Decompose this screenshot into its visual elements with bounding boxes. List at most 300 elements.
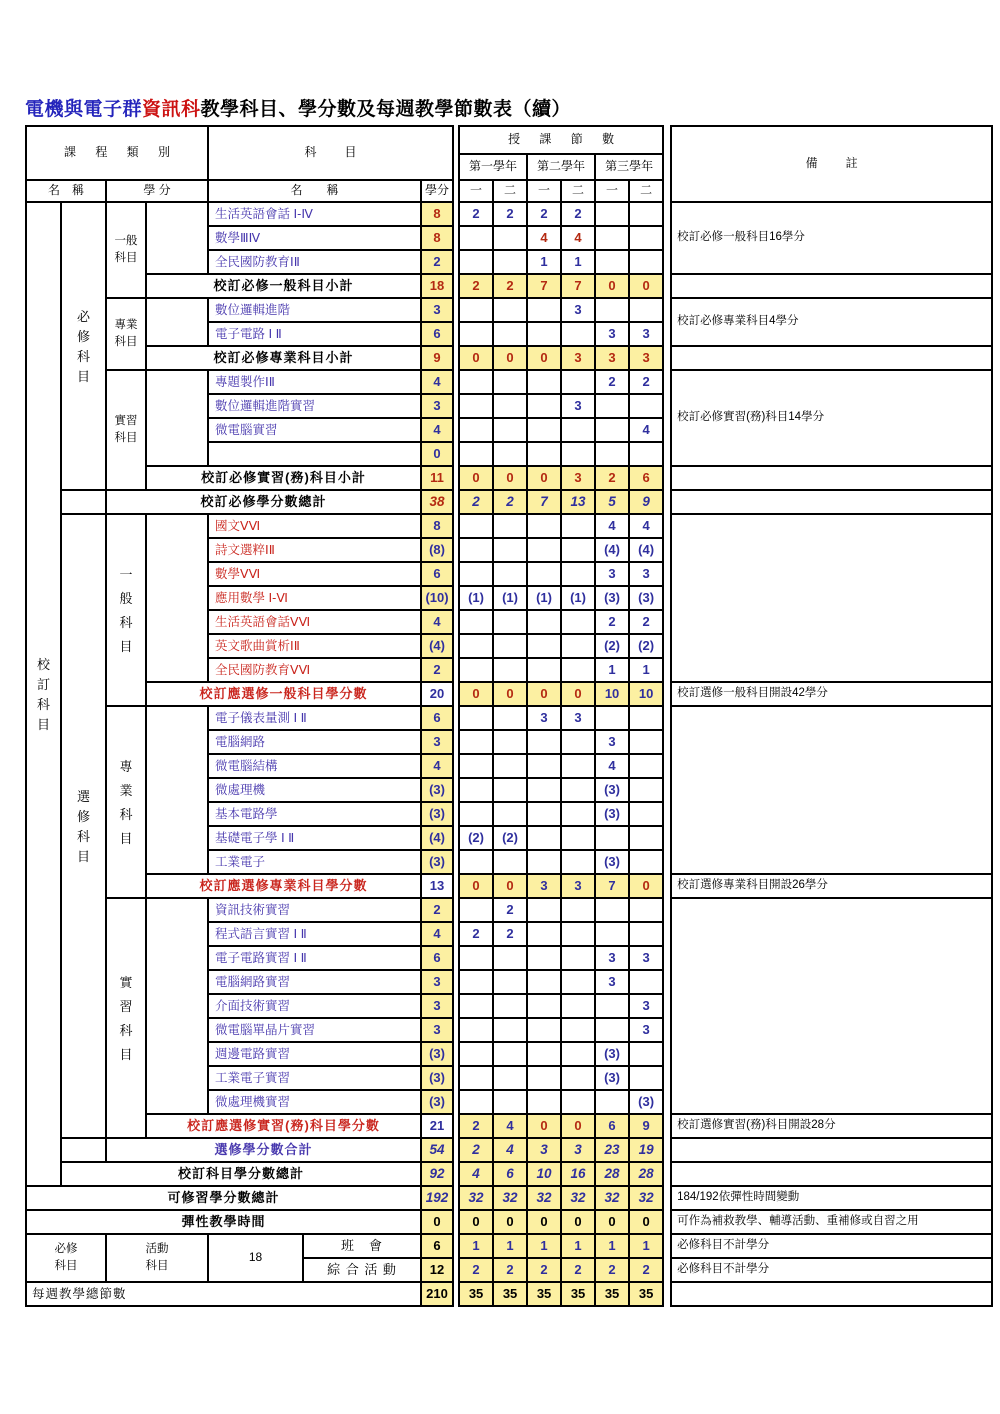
period-cell: 9 <box>629 490 663 514</box>
subject-name-cell: 電腦網路實習 <box>208 970 421 994</box>
period-cell <box>527 1042 561 1066</box>
period-cell <box>493 394 527 418</box>
gap-col <box>663 1042 671 1066</box>
empty-cell <box>146 706 208 874</box>
period-cell: 0 <box>493 466 527 490</box>
table-row <box>26 370 992 394</box>
title-dept-name: 資訊科 <box>142 99 201 120</box>
remark-cell: 校訂必修專業科目4學分 <box>671 298 992 346</box>
credit-cell: 3 <box>421 730 453 754</box>
period-cell: 3 <box>527 874 561 898</box>
subject-name-cell: 校訂科目學分數總計 <box>61 1162 421 1186</box>
period-cell <box>561 538 595 562</box>
bottom-required-subjects: 必修 科目 <box>26 1234 106 1282</box>
period-cell: 1 <box>561 250 595 274</box>
remark-cell: 校訂選修實習(務)科目開設28分 <box>671 1114 992 1138</box>
period-cell <box>459 970 493 994</box>
period-cell: 7 <box>527 490 561 514</box>
period-cell: 1 <box>527 1234 561 1258</box>
header-sem-6: 二 <box>629 180 663 202</box>
remark-cell: 校訂必修實習(務)科目14學分 <box>671 370 992 466</box>
subject-name-cell: 校訂必修專業科目小計 <box>146 346 421 370</box>
credit-cell: 6 <box>421 946 453 970</box>
period-cell: 2 <box>459 922 493 946</box>
period-cell <box>459 610 493 634</box>
period-cell <box>459 730 493 754</box>
credit-cell: 4 <box>421 922 453 946</box>
period-cell: 32 <box>527 1186 561 1210</box>
period-cell: 1 <box>493 1234 527 1258</box>
remark-cell: 必修科目不計學分 <box>671 1258 992 1282</box>
subject-name-cell: 數學ⅢⅣ <box>208 226 421 250</box>
period-cell <box>493 634 527 658</box>
period-cell: 3 <box>595 346 629 370</box>
credit-cell: 4 <box>421 754 453 778</box>
period-cell <box>561 826 595 850</box>
gap-col <box>663 826 671 850</box>
period-cell: 1 <box>459 1234 493 1258</box>
period-cell <box>459 298 493 322</box>
credit-cell: 3 <box>421 1018 453 1042</box>
gap-col <box>663 634 671 658</box>
gap-col <box>663 126 671 202</box>
period-cell <box>561 1042 595 1066</box>
subject-name-cell: 應用數學 Ⅰ-Ⅵ <box>208 586 421 610</box>
period-cell: 3 <box>595 970 629 994</box>
period-cell: (4) <box>595 538 629 562</box>
period-cell: 3 <box>527 1138 561 1162</box>
empty-cell <box>146 898 208 1114</box>
gap-col <box>663 346 671 370</box>
period-cell <box>561 994 595 1018</box>
subject-name-cell: 詩文選粹ⅠⅡ <box>208 538 421 562</box>
period-cell: 2 <box>493 274 527 298</box>
period-cell: 35 <box>595 1282 629 1306</box>
credit-cell: 54 <box>421 1138 453 1162</box>
period-cell <box>493 802 527 826</box>
period-cell: 3 <box>561 874 595 898</box>
period-cell: 0 <box>561 1114 595 1138</box>
empty-cell <box>146 514 208 682</box>
period-cell: 0 <box>595 1210 629 1234</box>
period-cell: 3 <box>595 946 629 970</box>
period-cell: (3) <box>595 850 629 874</box>
period-cell <box>527 562 561 586</box>
period-cell <box>629 394 663 418</box>
subcategory-professional-elective: 專 業 科 目 <box>106 706 146 898</box>
remark-cell <box>671 706 992 874</box>
credit-cell: (10) <box>421 586 453 610</box>
subject-name-cell: 全民國防教育ⅠⅡ <box>208 250 421 274</box>
period-cell: 28 <box>629 1162 663 1186</box>
subject-name-cell: 數位邏輯進階實習 <box>208 394 421 418</box>
period-cell: 4 <box>527 226 561 250</box>
period-cell <box>527 322 561 346</box>
subject-name-cell: 工業電子實習 <box>208 1066 421 1090</box>
period-cell: 7 <box>561 274 595 298</box>
period-cell <box>527 826 561 850</box>
table-row <box>26 298 992 322</box>
period-cell: 2 <box>527 202 561 226</box>
period-cell: (3) <box>595 1066 629 1090</box>
period-cell <box>561 970 595 994</box>
subject-name-cell: 工業電子 <box>208 850 421 874</box>
period-cell: 2 <box>561 1258 595 1282</box>
period-cell: 2 <box>459 1114 493 1138</box>
remark-cell: 184/192依彈性時間變動 <box>671 1186 992 1210</box>
subject-name-cell: 基礎電子學 Ⅰ Ⅱ <box>208 826 421 850</box>
gap-col <box>663 610 671 634</box>
period-cell <box>561 802 595 826</box>
period-cell: 2 <box>595 466 629 490</box>
period-cell <box>561 922 595 946</box>
header-sem-5: 一 <box>595 180 629 202</box>
period-cell: 0 <box>629 274 663 298</box>
period-cell <box>561 850 595 874</box>
period-cell: (3) <box>595 586 629 610</box>
subcategory-general: 一般 科目 <box>106 202 146 298</box>
header-course-category: 課 程 類 別 <box>26 126 208 180</box>
period-cell: (1) <box>493 586 527 610</box>
period-cell <box>493 658 527 682</box>
table-row <box>26 1282 992 1306</box>
subject-name-cell: 電腦網路 <box>208 730 421 754</box>
period-cell: 35 <box>629 1282 663 1306</box>
period-cell: 32 <box>595 1186 629 1210</box>
title-group-name: 電機與電子群 <box>25 99 143 120</box>
subject-name-cell: 微處理機 <box>208 778 421 802</box>
period-cell <box>493 298 527 322</box>
gap-col <box>663 226 671 250</box>
gap-col <box>663 538 671 562</box>
credit-cell: 2 <box>421 898 453 922</box>
period-cell: 6 <box>629 466 663 490</box>
header-year-1: 第一學年 <box>459 154 527 180</box>
period-cell <box>527 946 561 970</box>
period-cell <box>561 634 595 658</box>
period-cell <box>493 1090 527 1114</box>
vertical-label-required: 必 修 科 目 <box>61 202 106 490</box>
credit-cell: 13 <box>421 874 453 898</box>
period-cell: 1 <box>561 1234 595 1258</box>
period-cell <box>493 322 527 346</box>
period-cell: 2 <box>561 202 595 226</box>
period-cell: 1 <box>595 1234 629 1258</box>
remark-cell: 校訂選修專業科目開設26學分 <box>671 874 992 898</box>
period-cell: 0 <box>493 682 527 706</box>
credit-cell: 18 <box>421 274 453 298</box>
period-cell: 2 <box>595 370 629 394</box>
credit-cell: 8 <box>421 202 453 226</box>
period-cell: 2 <box>459 1138 493 1162</box>
header-sem-3: 一 <box>527 180 561 202</box>
header-subject-credit: 學分 <box>421 180 453 202</box>
credit-cell: 0 <box>421 442 453 466</box>
period-cell <box>561 778 595 802</box>
period-cell: 16 <box>561 1162 595 1186</box>
period-cell: 7 <box>595 874 629 898</box>
period-cell <box>459 370 493 394</box>
credit-cell: (4) <box>421 826 453 850</box>
period-cell: 0 <box>493 1210 527 1234</box>
period-cell: 3 <box>561 394 595 418</box>
period-cell: 35 <box>561 1282 595 1306</box>
vertical-label-school-defined: 校 訂 科 目 <box>26 202 61 1186</box>
period-cell <box>459 442 493 466</box>
period-cell: (2) <box>595 634 629 658</box>
period-cell <box>527 898 561 922</box>
period-cell: 4 <box>561 226 595 250</box>
period-cell <box>561 1018 595 1042</box>
subject-name-cell: 校訂必修學分數總計 <box>106 490 421 514</box>
period-cell <box>493 562 527 586</box>
period-cell <box>629 202 663 226</box>
gap-col <box>663 658 671 682</box>
period-cell <box>527 298 561 322</box>
gap-col <box>663 274 671 298</box>
period-cell <box>527 730 561 754</box>
period-cell <box>561 1090 595 1114</box>
period-cell <box>527 922 561 946</box>
gap-col <box>663 850 671 874</box>
period-cell: (2) <box>459 826 493 850</box>
subject-name-cell: 班 會 <box>303 1234 421 1258</box>
table-row <box>26 346 992 370</box>
period-cell: 0 <box>459 682 493 706</box>
period-cell <box>595 394 629 418</box>
period-cell: 2 <box>493 898 527 922</box>
subject-name-cell: 綜 合 活 動 <box>303 1258 421 1282</box>
gap-col <box>663 442 671 466</box>
period-cell <box>561 730 595 754</box>
period-cell <box>527 370 561 394</box>
period-cell: 5 <box>595 490 629 514</box>
period-cell: 32 <box>459 1186 493 1210</box>
period-cell: (2) <box>493 826 527 850</box>
period-cell <box>493 1042 527 1066</box>
subject-name-cell: 介面技術實習 <box>208 994 421 1018</box>
remark-cell: 校訂必修一般科目16學分 <box>671 202 992 274</box>
period-cell <box>561 1066 595 1090</box>
subcategory-practicum-elective: 實 習 科 目 <box>106 898 146 1138</box>
gap-col <box>663 922 671 946</box>
period-cell: 2 <box>629 1258 663 1282</box>
remark-cell <box>671 274 992 298</box>
credit-cell: (4) <box>421 634 453 658</box>
subject-name-cell <box>208 442 421 466</box>
table-row <box>26 1234 992 1258</box>
period-cell: (3) <box>595 778 629 802</box>
period-cell: (1) <box>459 586 493 610</box>
period-cell: 7 <box>527 274 561 298</box>
subject-name-cell: 微電腦結構 <box>208 754 421 778</box>
period-cell: 2 <box>459 202 493 226</box>
period-cell <box>493 442 527 466</box>
gap-col <box>663 802 671 826</box>
period-cell: 2 <box>459 274 493 298</box>
table-row <box>26 1138 992 1162</box>
period-cell: 1 <box>629 658 663 682</box>
period-cell: 0 <box>493 346 527 370</box>
period-cell: 35 <box>459 1282 493 1306</box>
empty-cell <box>146 370 208 466</box>
period-cell: 2 <box>493 202 527 226</box>
period-cell <box>527 394 561 418</box>
gap-col <box>663 298 671 322</box>
period-cell <box>459 1018 493 1042</box>
credit-cell: 192 <box>421 1186 453 1210</box>
period-cell: (4) <box>629 538 663 562</box>
table-row <box>26 1186 992 1210</box>
subcategory-practicum: 實習 科目 <box>106 370 146 490</box>
period-cell <box>459 562 493 586</box>
subject-name-cell: 校訂必修一般科目小計 <box>146 274 421 298</box>
subject-name-cell: 生活英語會話 Ⅰ-Ⅳ <box>208 202 421 226</box>
subject-name-cell: 每週教學總節數 <box>26 1282 421 1306</box>
gap-col <box>663 322 671 346</box>
period-cell: 2 <box>493 922 527 946</box>
gap-col <box>663 994 671 1018</box>
period-cell <box>527 1090 561 1114</box>
period-cell: 4 <box>493 1138 527 1162</box>
period-cell: 4 <box>595 514 629 538</box>
period-cell <box>561 514 595 538</box>
period-cell: 2 <box>595 610 629 634</box>
period-cell <box>629 922 663 946</box>
period-cell <box>595 826 629 850</box>
period-cell: 3 <box>527 706 561 730</box>
period-cell <box>595 442 629 466</box>
table-row <box>26 202 992 226</box>
period-cell: 10 <box>527 1162 561 1186</box>
period-cell: 4 <box>493 1114 527 1138</box>
period-cell <box>561 754 595 778</box>
title-rest: 教學科目、學分數及每週教學節數表（續） <box>200 99 572 120</box>
gap-col <box>663 202 671 226</box>
period-cell: 2 <box>629 610 663 634</box>
period-cell: 32 <box>493 1186 527 1210</box>
period-cell <box>629 850 663 874</box>
subject-name-cell: 數位邏輯進階 <box>208 298 421 322</box>
period-cell: 3 <box>561 706 595 730</box>
credit-cell: 6 <box>421 322 453 346</box>
subject-name-cell: 微電腦實習 <box>208 418 421 442</box>
period-cell <box>527 418 561 442</box>
period-cell: (3) <box>629 586 663 610</box>
remark-cell <box>671 346 992 370</box>
period-cell <box>629 802 663 826</box>
credit-cell: 2 <box>421 658 453 682</box>
period-cell <box>459 514 493 538</box>
period-cell <box>459 946 493 970</box>
header-category-name: 名 稱 <box>26 180 106 202</box>
period-cell <box>493 994 527 1018</box>
period-cell <box>493 226 527 250</box>
subcategory-professional: 專業 科目 <box>106 298 146 370</box>
period-cell: (3) <box>629 1090 663 1114</box>
period-cell: 4 <box>629 418 663 442</box>
empty-cell <box>61 490 106 514</box>
period-cell <box>629 970 663 994</box>
period-cell: 2 <box>595 1258 629 1282</box>
period-cell <box>493 850 527 874</box>
credit-cell: (3) <box>421 1066 453 1090</box>
credit-cell: 4 <box>421 418 453 442</box>
remark-cell: 可作為補救教學、輔導活動、重補修或自習之用 <box>671 1210 992 1234</box>
period-cell <box>527 538 561 562</box>
credit-cell: 6 <box>421 562 453 586</box>
period-cell <box>595 202 629 226</box>
period-cell: 3 <box>561 1138 595 1162</box>
period-cell: 1 <box>527 250 561 274</box>
period-cell: 9 <box>629 1114 663 1138</box>
period-cell <box>459 226 493 250</box>
remark-cell <box>671 466 992 490</box>
period-cell <box>629 754 663 778</box>
gap-col <box>663 1066 671 1090</box>
credit-cell: 92 <box>421 1162 453 1186</box>
credit-cell: 8 <box>421 226 453 250</box>
period-cell <box>561 370 595 394</box>
period-cell <box>561 442 595 466</box>
period-cell <box>629 898 663 922</box>
period-cell <box>459 1066 493 1090</box>
header-subject-name: 名 稱 <box>208 180 421 202</box>
period-cell <box>493 1018 527 1042</box>
gap-col <box>663 562 671 586</box>
header-year-3: 第三學年 <box>595 154 663 180</box>
subject-name-cell: 生活英語會話ⅤⅥ <box>208 610 421 634</box>
period-cell <box>459 658 493 682</box>
period-cell: 28 <box>595 1162 629 1186</box>
period-cell <box>459 850 493 874</box>
credit-cell: 11 <box>421 466 453 490</box>
table-row <box>26 466 992 490</box>
period-cell: 4 <box>459 1162 493 1186</box>
period-cell: 35 <box>527 1282 561 1306</box>
period-cell <box>459 250 493 274</box>
gap-col <box>663 706 671 730</box>
period-cell: 10 <box>629 682 663 706</box>
period-cell: 0 <box>527 1210 561 1234</box>
period-cell: 0 <box>561 682 595 706</box>
period-cell <box>493 1066 527 1090</box>
period-cell <box>493 538 527 562</box>
period-cell <box>459 322 493 346</box>
remark-cell: 校訂選修一般科目開設42學分 <box>671 682 992 706</box>
period-cell <box>595 898 629 922</box>
period-cell <box>493 514 527 538</box>
subject-name-cell: 選修學分數合計 <box>106 1138 421 1162</box>
gap-col <box>663 778 671 802</box>
credit-cell: (3) <box>421 802 453 826</box>
period-cell: 35 <box>493 1282 527 1306</box>
period-cell <box>493 418 527 442</box>
gap-col <box>663 394 671 418</box>
period-cell <box>595 226 629 250</box>
period-cell: 0 <box>459 346 493 370</box>
period-cell <box>629 442 663 466</box>
period-cell: 2 <box>493 1258 527 1282</box>
period-cell: 0 <box>629 874 663 898</box>
gap-col <box>663 874 671 898</box>
period-cell: 2 <box>459 490 493 514</box>
period-cell <box>629 1042 663 1066</box>
period-cell: 2 <box>459 1258 493 1282</box>
curriculum-table <box>25 125 993 1307</box>
subject-name-cell: 可修習學分數總計 <box>26 1186 421 1210</box>
header-remark: 備 註 <box>671 126 992 202</box>
